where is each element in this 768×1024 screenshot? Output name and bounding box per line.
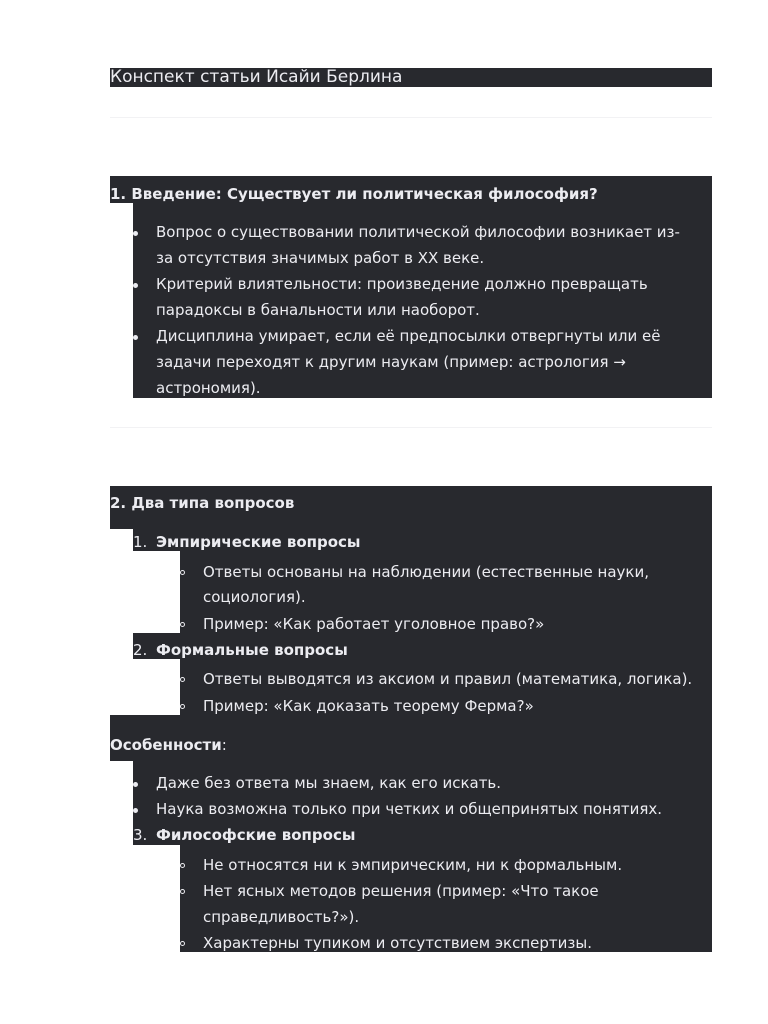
circle-bullet	[180, 863, 185, 868]
list-item-line: Критерий влиятельности: произведение должно превращать	[156, 275, 648, 293]
divider	[110, 427, 712, 428]
section1-heading: 1. Введение: Существует ли политическая философия?	[110, 185, 598, 203]
sub-item-line: справедливость?»).	[203, 908, 360, 926]
sub-item-line: Пример: «Как доказать теорему Ферма?»	[203, 697, 534, 715]
list-item-line: Даже без ответа мы знаем, как его искать.	[156, 774, 502, 792]
bullet	[133, 335, 138, 340]
features-colon: :	[221, 736, 227, 754]
bullet	[133, 782, 138, 787]
list-item-line: парадоксы в банальности или наоборот.	[156, 301, 480, 319]
list-item-line: астрономия).	[156, 379, 261, 397]
list-number: 3.	[133, 826, 148, 844]
section2-heading: 2. Два типа вопросов	[110, 494, 295, 512]
circle-bullet	[180, 570, 185, 575]
list-item-line: Дисциплина умирает, если её предпосылки отвергнуты или её	[156, 327, 661, 345]
sub-item-line: Ответы выводятся из аксиом и правил (математика, логика).	[203, 670, 693, 688]
sub-item-line: социология).	[203, 588, 306, 606]
features-label: Особенности	[110, 736, 222, 754]
sub-item-line: Характерны тупиком и отсутствием экспертизы.	[203, 934, 592, 952]
divider	[110, 117, 712, 118]
list-number: 1.	[133, 533, 148, 551]
list-item-line: задачи переходят к другим наукам (пример: астрология →	[156, 353, 626, 371]
bullet	[133, 231, 138, 236]
q1-label: Эмпирические вопросы	[156, 533, 361, 551]
circle-bullet	[180, 677, 185, 682]
list-number: 2.	[133, 641, 148, 659]
circle-bullet	[180, 622, 185, 627]
list-item-line: Наука возможна только при четких и общепринятых понятиях.	[156, 800, 663, 818]
q3-label: Философские вопросы	[156, 826, 356, 844]
sub-item-line: Не относятся ни к эмпирическим, ни к формальным.	[203, 856, 623, 874]
list-item-line: за отсутствия значимых работ в XX веке.	[156, 249, 485, 267]
circle-bullet	[180, 889, 185, 894]
circle-bullet	[180, 941, 185, 946]
sub-item-line: Ответы основаны на наблюдении (естественные науки,	[203, 563, 649, 581]
q2-label: Формальные вопросы	[156, 641, 348, 659]
features-heading	[110, 736, 227, 754]
sub-item-line: Нет ясных методов решения (пример: «Что такое	[203, 882, 599, 900]
bullet	[133, 283, 138, 288]
circle-bullet	[180, 704, 185, 709]
page-title: Конспект статьи Исайи Берлина	[110, 68, 712, 87]
bullet	[133, 808, 138, 813]
list-item-line: Вопрос о существовании политической философии возникает из-	[156, 223, 680, 241]
sub-item-line: Пример: «Как работает уголовное право?»	[203, 615, 545, 633]
